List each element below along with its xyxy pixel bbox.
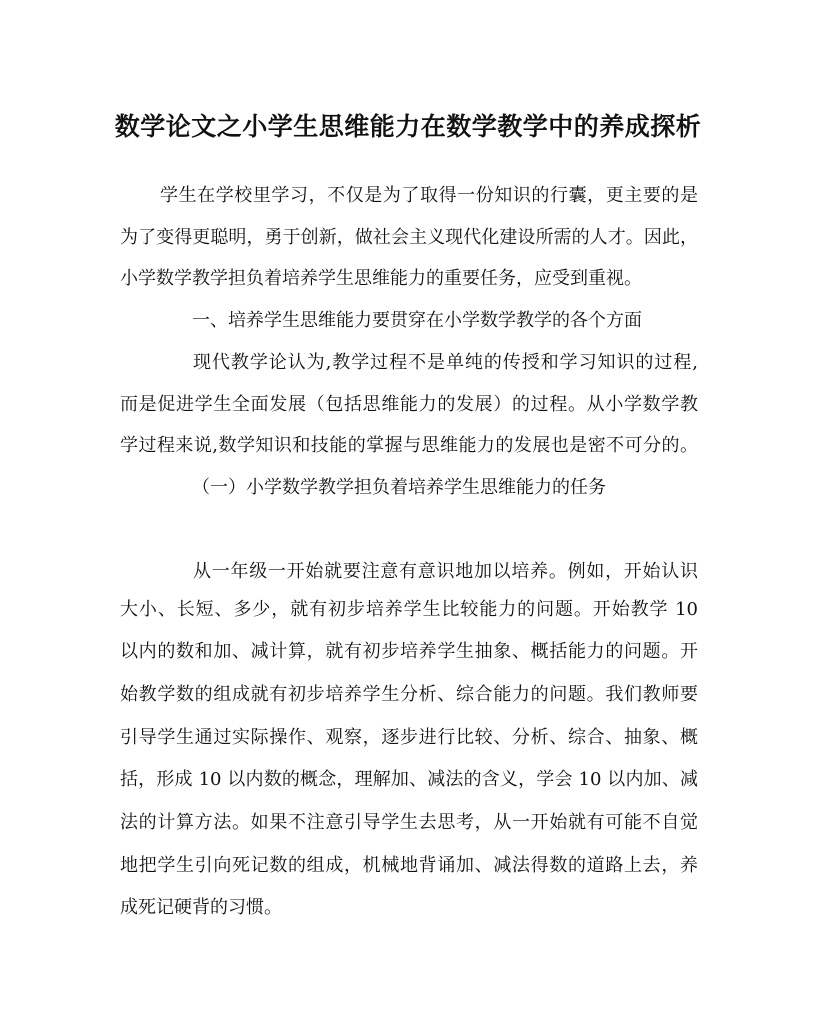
paragraph-line: 地把学生引向死记数的组成，机械地背诵加、减法得数的道路上去，养 [120, 855, 698, 876]
paragraph-line: 学生在学校里学习，不仅是为了取得一份知识的行囊，更主要的是 [160, 185, 698, 206]
paragraph-line: 现代教学论认为,教学过程不是单纯的传授和学习知识的过程, [193, 352, 698, 373]
page-title: 数学论文之小学生思维能力在数学教学中的养成探析 [114, 112, 702, 141]
paragraph-line: 小学数学教学担负着培养学生思维能力的重要任务，应受到重视。 [120, 268, 642, 289]
paragraph-line: 为了变得更聪明，勇于创新，做社会主义现代化建设所需的人才。因此， [120, 227, 698, 248]
paragraph-line: 成死记硬背的习惯。 [120, 897, 282, 918]
paragraph-line: 大小、长短、多少，就有初步培养学生比较能力的问题。开始教学 10 [120, 599, 698, 620]
paragraph-line: 法的计算方法。如果不注意引导学生去思考，从一开始就有可能不自觉 [120, 812, 698, 833]
paragraph-line: 括，形成 10 以内数的概念，理解加、减法的含义，学会 10 以内加、减 [120, 769, 698, 790]
paragraph-line: 始教学数的组成就有初步培养学生分析、综合能力的问题。我们教师要 [120, 684, 698, 705]
paragraph-line: 从一年级一开始就要注意有意识地加以培养。例如，开始认识 [193, 561, 698, 582]
paragraph-line: 学过程来说,数学知识和技能的掌握与思维能力的发展也是密不可分的。 [120, 435, 698, 456]
paragraph-line: 以内的数和加、减计算，就有初步培养学生抽象、概括能力的问题。开 [120, 641, 698, 662]
paragraph-line: 引导学生通过实际操作、观察，逐步进行比较、分析、综合、抽象、概 [120, 727, 698, 748]
section-heading: 一、培养学生思维能力要贯穿在小学数学教学的各个方面 [192, 310, 642, 331]
subsection-heading: （一）小学数学教学担负着培养学生思维能力的任务 [192, 477, 606, 498]
paragraph-line: 而是促进学生全面发展（包括思维能力的发展）的过程。从小学数学教 [120, 394, 698, 415]
